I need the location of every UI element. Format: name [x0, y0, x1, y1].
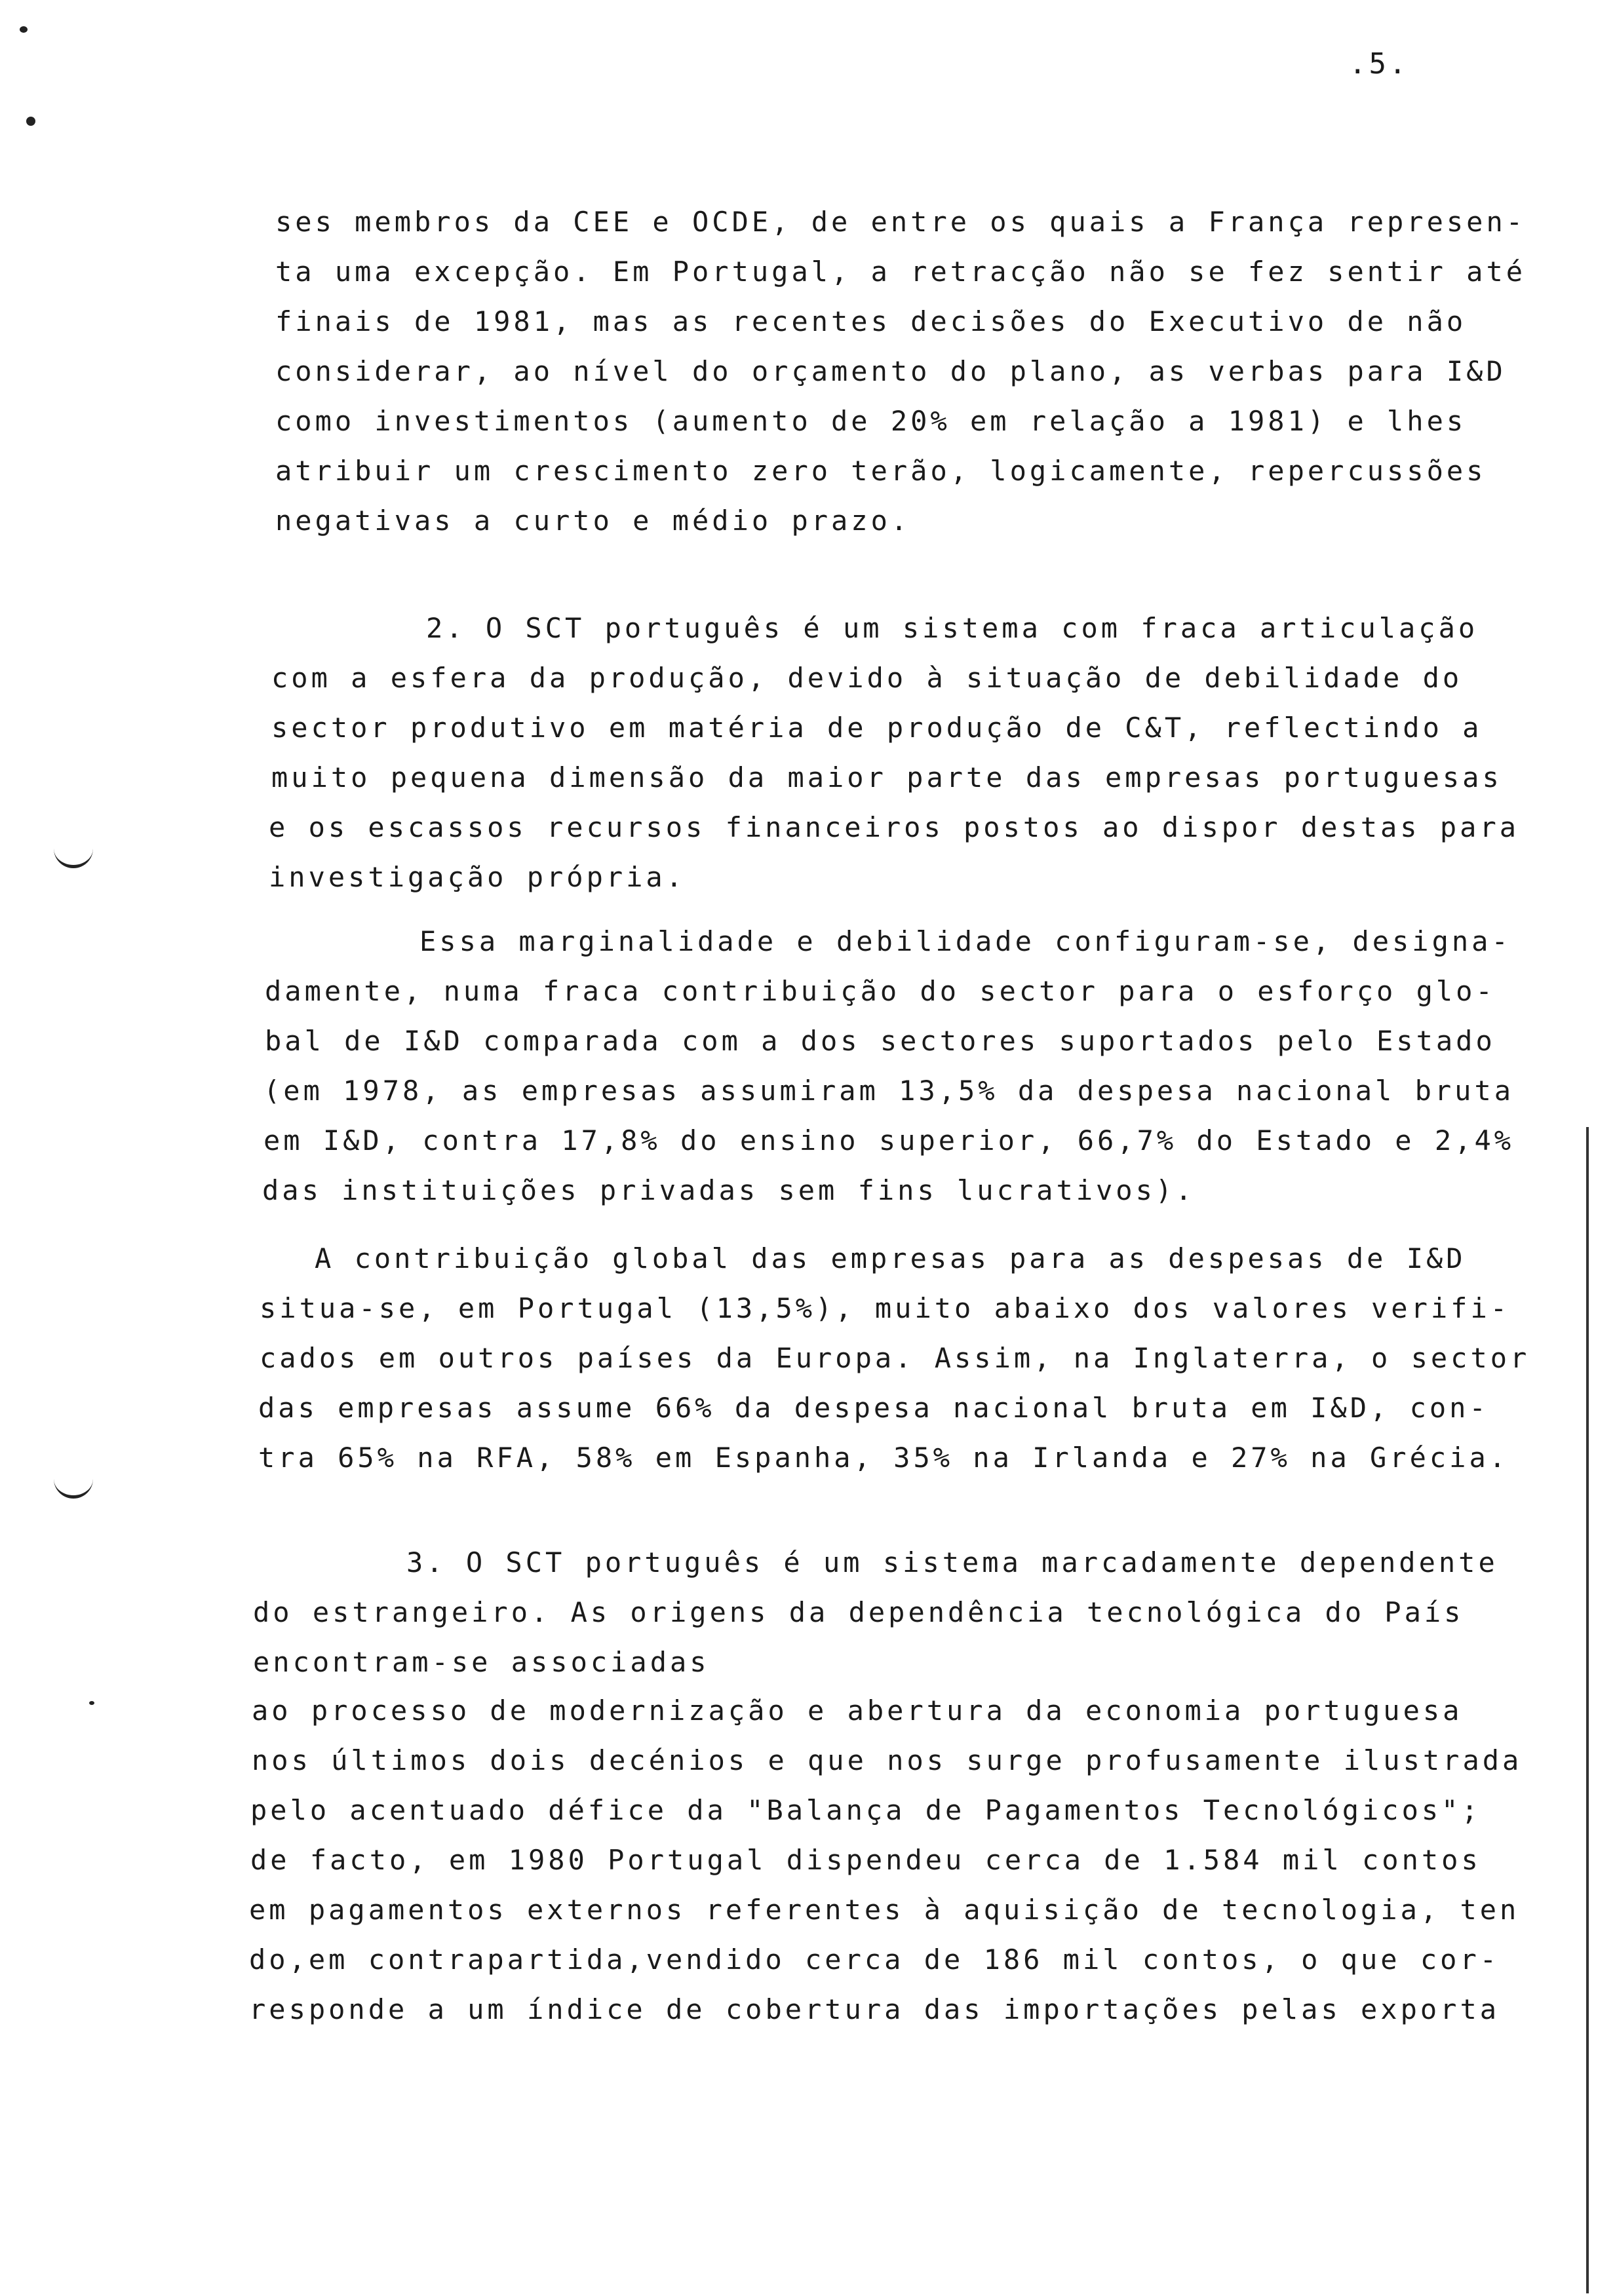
text-line: negativas a curto e médio prazo.: [275, 505, 911, 537]
text-line: das empresas assume 66% da despesa nacional bruta em I&D, con-: [258, 1392, 1489, 1424]
margin-bracket-mark: [54, 845, 93, 868]
text-line: situa-se, em Portugal (13,5%), muito abaixo dos valores verifi-: [260, 1292, 1511, 1324]
text-line: bal de I&D comparada com a dos sectores suportados pelo Estado: [265, 1025, 1496, 1057]
text-line: finais de 1981, mas as recentes decisões do Executivo de não: [275, 305, 1467, 337]
text-line: ao processo de modernização e abertura da economia portuguesa: [252, 1694, 1463, 1727]
text-line: ta uma excepção. Em Portugal, a retracção não se fez sentir até: [275, 256, 1527, 288]
margin-dot: [89, 1701, 94, 1705]
text-line: damente, numa fraca contribuição do sector para o esforço glo-: [265, 975, 1496, 1007]
text-line: nos últimos dois decénios e que nos surge profusamente ilustrada: [252, 1744, 1523, 1776]
text-line: 2. O SCT português é um sistema com fraca articulação: [426, 612, 1479, 644]
text-line: em I&D, contra 17,8% do ensino superior, 66,7% do Estado e 2,4%: [263, 1124, 1515, 1157]
text-line: muito pequena dimensão da maior parte das empresas portuguesas: [271, 761, 1502, 794]
text-line: em pagamentos externos referentes à aquisição de tecnologia, ten: [249, 1894, 1520, 1926]
text-line: ses membros da CEE e OCDE, de entre os quais a França represen-: [275, 206, 1527, 238]
scan-edge-line: [1586, 1127, 1589, 2293]
text-line: A contribuição global das empresas para as despesas de I&D: [315, 1242, 1466, 1274]
text-line: como investimentos (aumento de 20% em relação a 1981) e lhes: [275, 405, 1467, 437]
margin-dot: [20, 26, 28, 33]
text-line: do,em contrapartida,vendido cerca de 186 mil contos, o que cor-: [249, 1943, 1500, 1976]
text-line: pelo acentuado défice da "Balança de Pagamentos Tecnológicos";: [250, 1794, 1481, 1826]
text-line: sector produtivo em matéria de produção de C&T, reflectindo a: [271, 712, 1483, 744]
text-line: e os escassos recursos financeiros postos ao dispor destas para: [269, 811, 1520, 843]
text-line: investigação própria.: [269, 861, 686, 893]
text-line: considerar, ao nível do orçamento do plano, as verbas para I&D: [275, 355, 1506, 387]
text-line: (em 1978, as empresas assumiram 13,5% da despesa nacional bruta: [263, 1075, 1515, 1107]
text-line: responde a um índice de cobertura das importações pelas exporta: [249, 1993, 1500, 2025]
text-line: cados em outros países da Europa. Assim, na Inglaterra, o sector: [260, 1342, 1530, 1374]
text-line: atribuir um crescimento zero terão, logicamente, repercussões: [275, 455, 1487, 487]
text-line: encontram-se associadas: [253, 1646, 710, 1678]
text-line: tra 65% na RFA, 58% em Espanha, 35% na Irlanda e 27% na Grécia.: [258, 1442, 1509, 1474]
text-line: Essa marginalidade e debilidade configuram-se, designa-: [419, 925, 1511, 957]
text-line: das instituições privadas sem fins lucrativos).: [262, 1174, 1196, 1206]
text-line: de facto, em 1980 Portugal dispendeu cerca de 1.584 mil contos: [250, 1844, 1481, 1876]
margin-bracket-mark: [54, 1474, 93, 1499]
text-line: com a esfera da produção, devido à situação de debilidade do: [271, 662, 1463, 694]
text-line: 3. O SCT português é um sistema marcadamente dependente: [406, 1546, 1498, 1578]
page-number: .5.: [1349, 47, 1409, 81]
margin-dot: [26, 117, 35, 126]
text-line: do estrangeiro. As origens da dependência tecnológica do País: [253, 1596, 1464, 1628]
